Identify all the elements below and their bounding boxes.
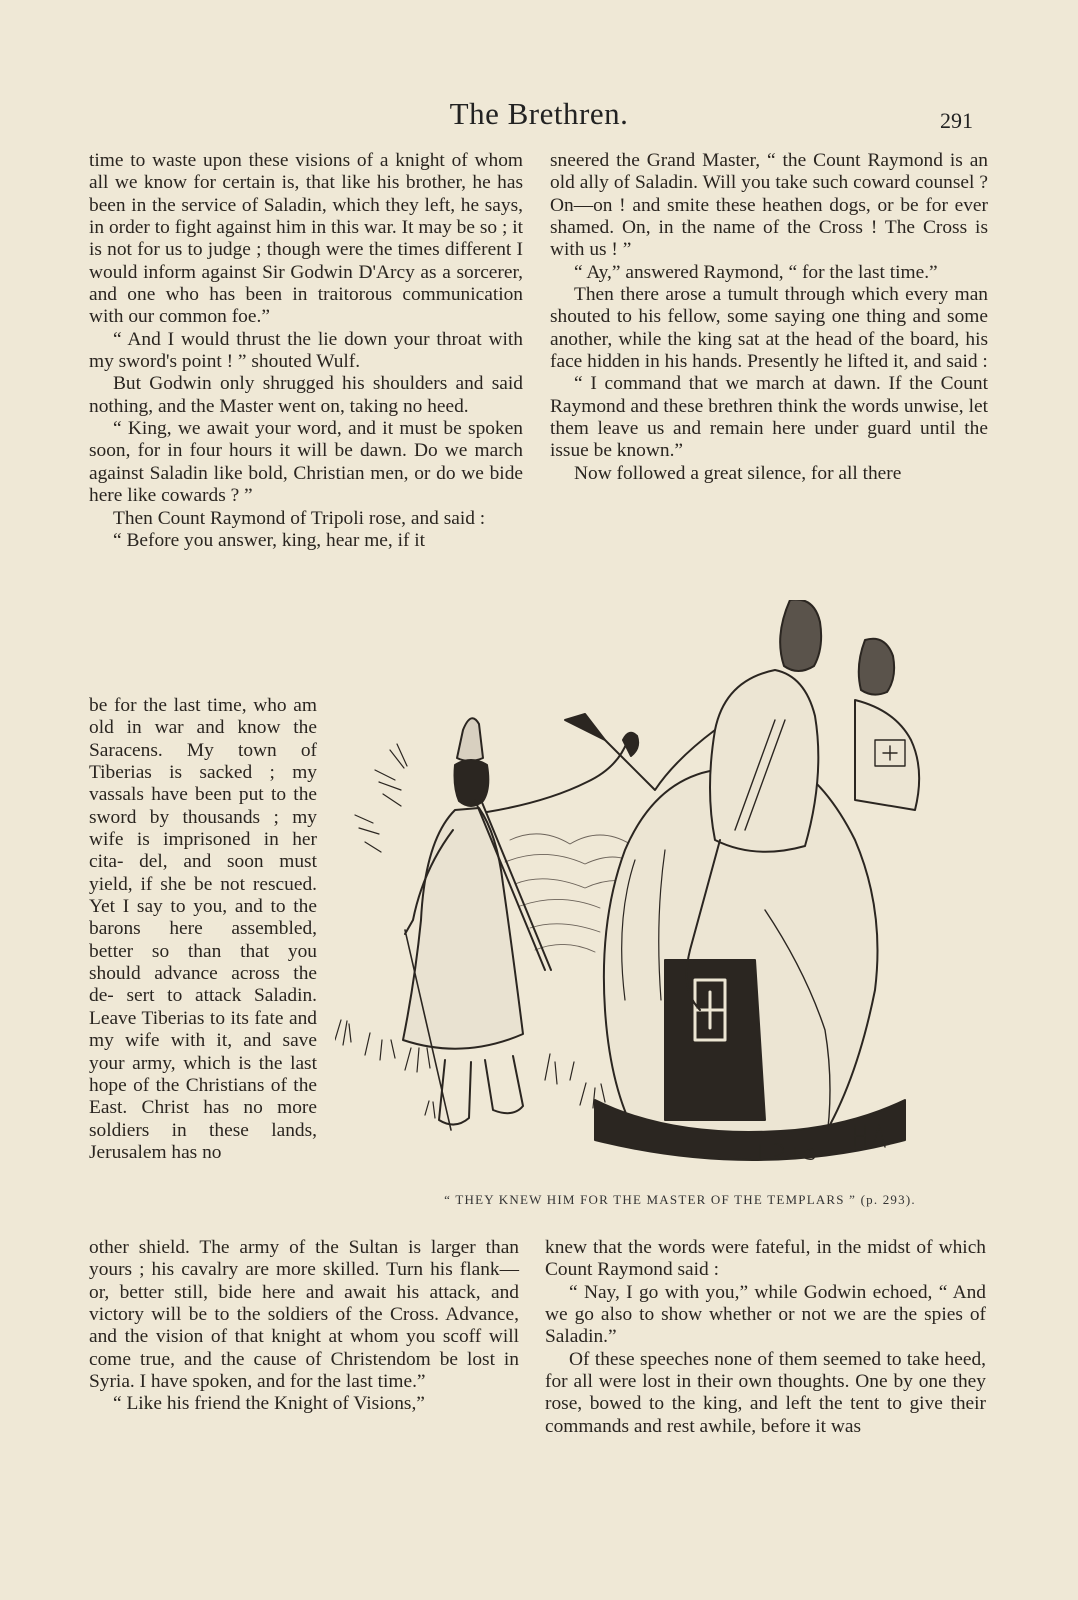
paragraph: other shield. The army of the Sultan is larger than yours ; his cavalry are more skilled. Turn his flank—or, better still, bide here and await his attack, and victory will be to the soldiers of the Cross. Advance, and the vision of that knight at whom you scoff will come true, and the cause of Christendom be lost in Syria. I have spoken, and for the last time.” xyxy=(89,1237,519,1393)
right-column-bottom xyxy=(545,1237,986,1438)
illustration-templars xyxy=(335,600,995,1180)
paragraph: “ Before you answer, king, hear me, if it xyxy=(113,529,426,551)
paragraph: “ Nay, I go with you,” while Godwin echoed, “ And we go also to show whether or not we are the spies of Saladin.” xyxy=(545,1281,986,1348)
right-column-top xyxy=(550,150,988,485)
paragraph: Then Count Raymond of Tripoli rose, and said : xyxy=(113,507,486,529)
paragraph: knew that the words were fateful, in the midst of which Count Raymond said : xyxy=(545,1237,986,1281)
saracen-figure xyxy=(403,718,638,1130)
paragraph: sneered the Grand Master, “ the Count Raymond is an old ally of Saladin. Will you take such coward counsel ? On—on ! and smite these heathen dogs, or be for ever shamed. On, in the name of the Cross ! The Cross is with us ! ” xyxy=(550,150,988,261)
paragraph: “ Ay,” answered Raymond, “ for the last time.” xyxy=(574,261,938,283)
page-number: 291 xyxy=(940,108,973,133)
paragraph: Now followed a great silence, for all there xyxy=(574,462,902,484)
paragraph: “ I command that we march at dawn. If the Count Raymond and these brethren think the words unwise, let them leave us and remain here under guard until the issue be known.” xyxy=(550,373,988,462)
paragraph: “ King, we await your word, and it must be spoken soon, for in four hours it will be dawn. Do we march against Saladin like bold, Christian men, or do we bide here like cowards ? ” xyxy=(89,418,523,507)
paragraph: Then there arose a tumult through which every man shouted to his fellow, some saying one thing and some another, while the king sat at the head of the board, his face hidden in his hands. Presently he lifted it, and said : xyxy=(550,284,988,373)
left-column-bottom xyxy=(89,1237,519,1416)
paragraph: time to waste upon these visions of a knight of whom all we know for certain is, that like his brother, he has been in the service of Saladin, which they left, he says, in order to fight against him in this war. It may be so ; it is not for us to judge ; though were the times different I would inform against Sir Godwin D'Arcy as a sorcerer, and one who has been in traitorous communication with our common foe.” xyxy=(89,150,523,328)
running-title: The Brethren. xyxy=(449,96,629,131)
paragraph: Of these speeches none of them seemed to take heed, for all were lost in their own thoughts. One by one they rose, bowed to the king, and left the tent to give their commands and rest awhile, before it was xyxy=(545,1348,986,1437)
left-column-top xyxy=(89,150,523,552)
paragraph: But Godwin only shrugged his shoulders and said nothing, and the Master went on, taking no heed. xyxy=(89,373,523,417)
paragraph: “ And I would thrust the lie down your throat with my sword's point ! ” shouted Wulf. xyxy=(89,328,523,373)
illustration-caption: “ THEY KNEW HIM FOR THE MASTER OF THE TEMPLARS ” (p. 293). xyxy=(444,1192,916,1207)
left-column-wrap xyxy=(89,695,317,1164)
paragraph: be for the last time, who am old in war and know the Saracens. My town of Tiberias is sacked ; my vassals have been put to the sword by thousands ; my wife is imprisoned in her cita- del, and soon must yield, if she be not rescued. Yet I say to you, and to the barons here assembled, better so than that you should advance across the de- sert to attack Saladin. Leave Tiberias to its fate and my wife with it, and save your army, which is the last hope of the Christians of the East. Christ has no more soldiers in these lands, Jerusalem has no xyxy=(89,695,317,1163)
paragraph: “ Like his friend the Knight of Visions,” xyxy=(113,1393,425,1415)
